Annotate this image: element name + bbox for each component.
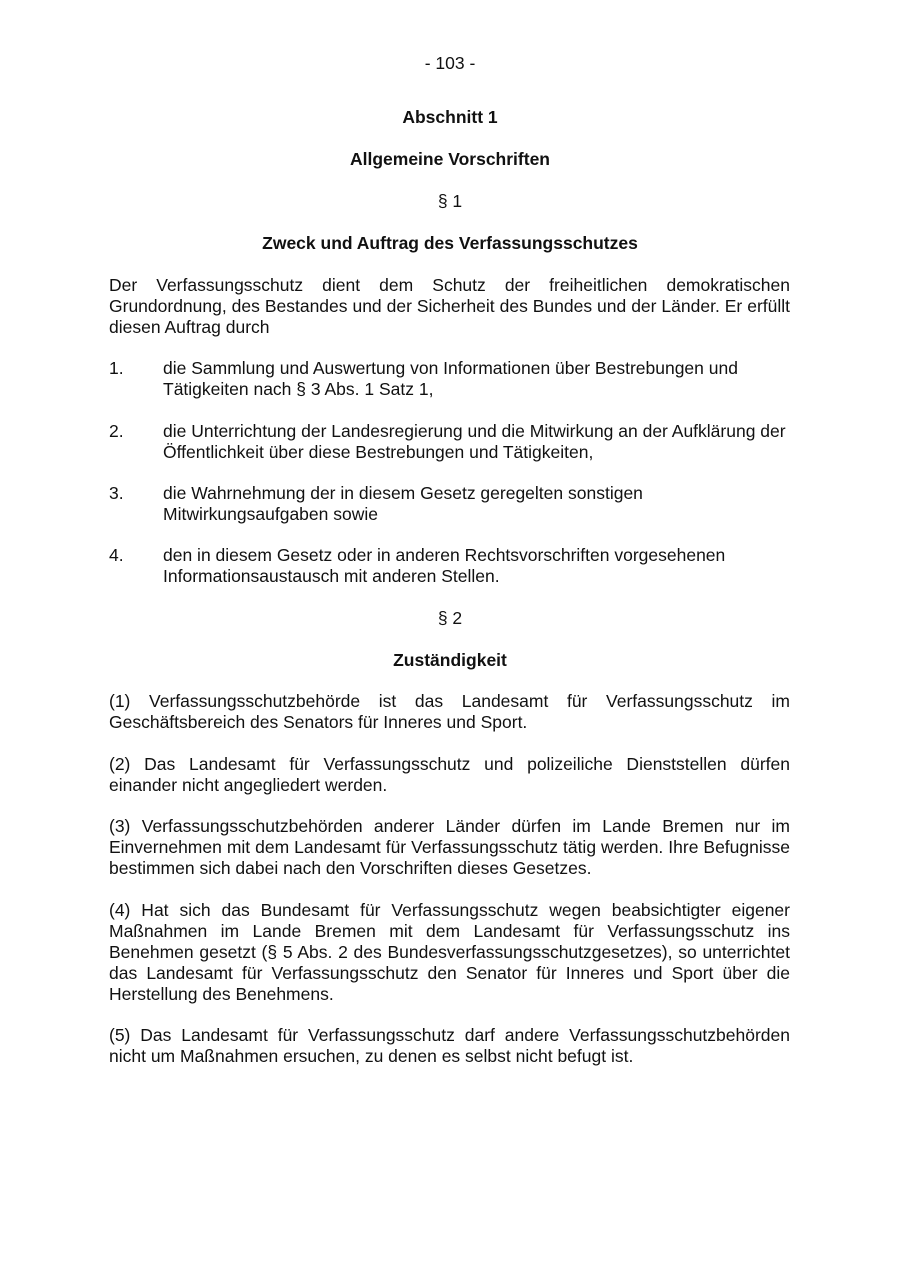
paragraph-2-title: Zuständigkeit <box>393 650 507 670</box>
section-subheading: Allgemeine Vorschriften <box>349 149 550 169</box>
list-item-text: die Wahrnehmung der in diesem Gesetz geregelten sonstigen Mitwirkungsaufgaben sowie <box>163 483 643 524</box>
page-number: - 103 - <box>424 53 476 73</box>
list-item-number: 3. <box>109 483 124 503</box>
paragraph-2-clause-1: (1) Verfassungsschutzbehörde ist das Landesamt für Verfassungsschutz im Geschäftsbereich des Senators für Inneres und Sport. <box>109 691 790 732</box>
paragraph-2-clause-4: (4) Hat sich das Bundesamt für Verfassungsschutz wegen beabsichtigter eigener Maßnahmen im Lande Bremen mit dem Landesamt für Verfassungsschutz ins Benehmen gesetzt (§ 5 Abs. 2 des Bundesverfassungsschutzgesetzes), so unterrichtet das Landesamt für Verfassungsschutz den Senator für Inneres und Sport über die Herstellung des Benehmens. <box>109 900 790 1004</box>
paragraph-1-title: Zweck und Auftrag des Verfassungsschutzes <box>262 233 638 253</box>
paragraph-2-clause-3: (3) Verfassungsschutzbehörden anderer Länder dürfen im Lande Bremen nur im Einvernehmen mit dem Landesamt für Verfassungsschutz tätig werden. Ihre Befugnisse bestimmen sich dabei nach den Vorschriften dieses Gesetzes. <box>109 816 790 878</box>
list-item-number: 2. <box>109 421 124 441</box>
section-heading: Abschnitt 1 <box>402 107 498 127</box>
list-item-text: die Sammlung und Auswertung von Informationen über Bestrebungen und Tätigkeiten nach § 3 Abs. 1 Satz 1, <box>163 358 738 399</box>
paragraph-2-symbol: § 2 <box>437 608 463 628</box>
paragraph-1-intro: Der Verfassungsschutz dient dem Schutz der freiheitlichen demokratischen Grundordnung, des Bestandes und der Sicherheit des Bundes und der Länder. Er erfüllt diesen Auftrag durch <box>109 275 790 337</box>
list-item-number: 1. <box>109 358 124 378</box>
paragraph-1-symbol: § 1 <box>437 191 463 211</box>
list-item-text: die Unterrichtung der Landesregierung und die Mitwirkung an der Aufklärung der Öffentlichkeit über diese Bestrebungen und Tätigkeiten, <box>163 421 786 462</box>
list-item-text: den in diesem Gesetz oder in anderen Rechtsvorschriften vorgesehenen Informationsaustausch mit anderen Stellen. <box>163 545 726 586</box>
paragraph-2-clause-5: (5) Das Landesamt für Verfassungsschutz darf andere Verfassungsschutzbehörden nicht um Maßnahmen ersuchen, zu denen es selbst nicht befugt ist. <box>109 1025 790 1066</box>
paragraph-2-clause-2: (2) Das Landesamt für Verfassungsschutz und polizeiliche Dienststellen dürfen einander nicht angegliedert werden. <box>109 754 790 795</box>
list-item-number: 4. <box>109 545 124 565</box>
